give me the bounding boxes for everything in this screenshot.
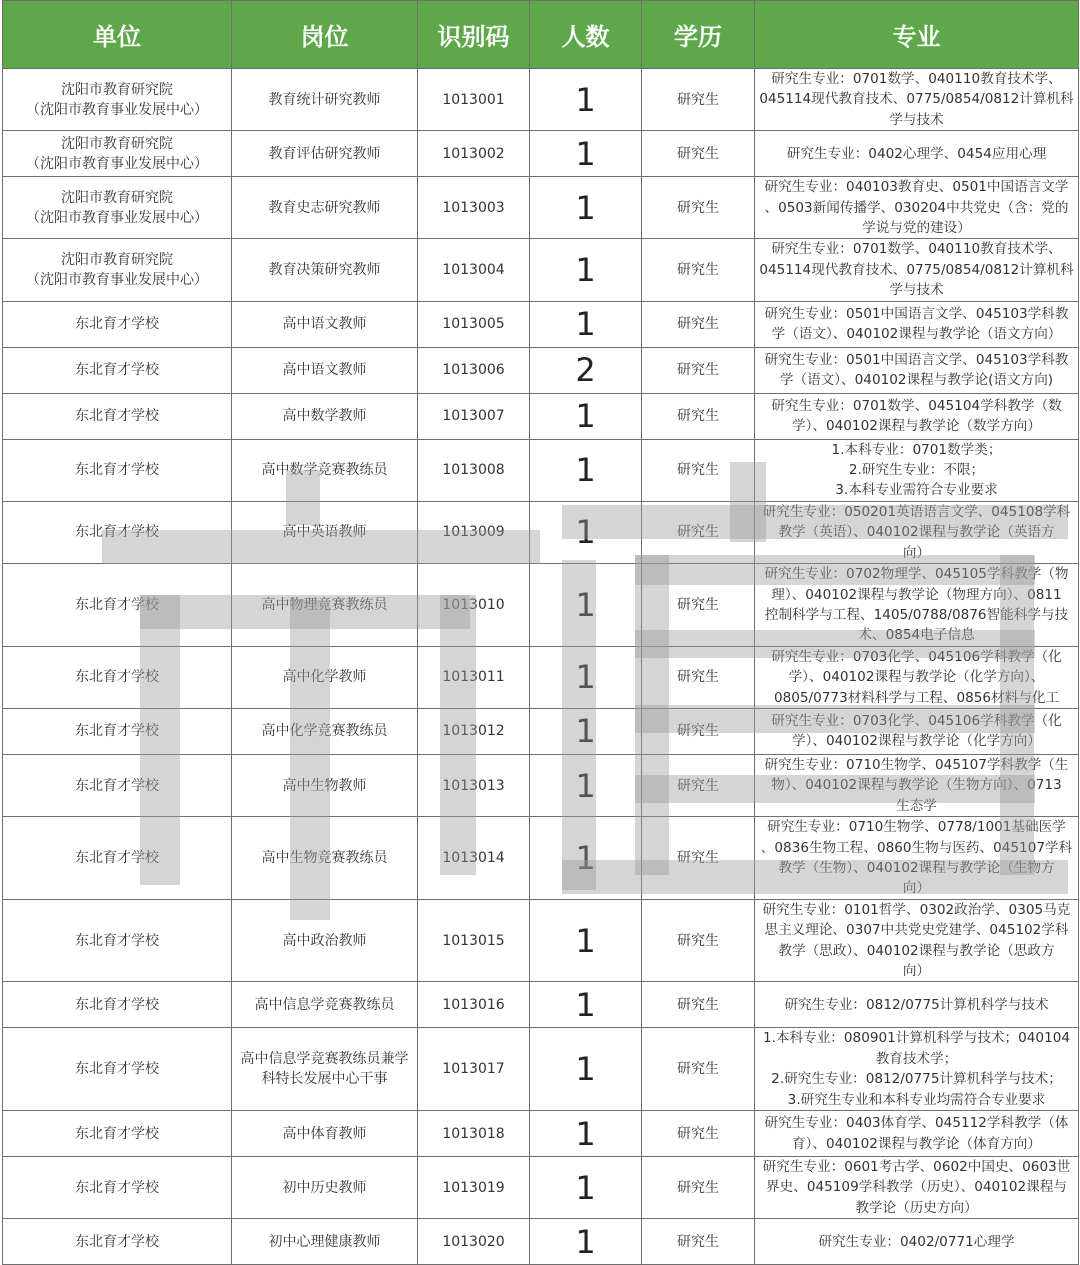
major-line: 教学（生物）、040102课程与教学论（生物方 bbox=[778, 859, 1055, 876]
major-line: 学说与党的建设） bbox=[862, 220, 971, 237]
major-line: 界史、045109学科教学（历史）、040102课程与 bbox=[766, 1179, 1067, 1196]
cell-unit bbox=[3, 564, 232, 647]
table-row bbox=[3, 131, 1079, 177]
cell-code: 1013002 bbox=[418, 131, 530, 177]
unit-line: 沈阳市教育研究院 bbox=[61, 189, 173, 206]
cell-count: 1 bbox=[530, 708, 642, 754]
major-line: 向） bbox=[902, 880, 931, 897]
cell-position bbox=[232, 1111, 418, 1157]
unit-line: 沈阳市教育研究院 bbox=[61, 81, 173, 98]
cell-position bbox=[232, 131, 418, 177]
major-line: 学）、040102课程与教学论（数学方向） bbox=[792, 418, 1041, 435]
cell-position bbox=[232, 646, 418, 708]
major-line: 研究生专业：050201英语语言文学、045108学科 bbox=[762, 503, 1071, 520]
unit-line: （沈阳市教育事业发展中心） bbox=[26, 272, 208, 289]
cell-count: 1 bbox=[530, 177, 642, 239]
cell-unit bbox=[3, 131, 232, 177]
cell-education: 研究生 bbox=[642, 393, 755, 439]
cell-education: 研究生 bbox=[642, 239, 755, 301]
major-line: 研究生专业：0501中国语言文学、045103学科教 bbox=[764, 351, 1069, 368]
cell-position bbox=[232, 564, 418, 647]
table-row bbox=[3, 301, 1079, 347]
cell-count: 1 bbox=[530, 393, 642, 439]
cell-major bbox=[755, 501, 1079, 563]
cell-code: 1013018 bbox=[418, 1111, 530, 1157]
table-row bbox=[3, 347, 1079, 393]
cell-education: 研究生 bbox=[642, 899, 755, 982]
major-line: 研究生专业：0701数学、045104学科教学（数 bbox=[771, 397, 1062, 414]
cell-code: 1013016 bbox=[418, 982, 530, 1028]
unit-line: （沈阳市教育事业发展中心） bbox=[26, 101, 208, 118]
position-line: 初中心理健康教师 bbox=[268, 1233, 381, 1250]
major-line: 教学（思政）、040102课程与教学论（思政方 bbox=[778, 942, 1055, 959]
cell-education: 研究生 bbox=[642, 1219, 755, 1265]
cell-code: 1013013 bbox=[418, 754, 530, 816]
cell-major bbox=[755, 1028, 1079, 1111]
cell-code: 1013014 bbox=[418, 817, 530, 900]
table-row bbox=[3, 754, 1079, 816]
cell-unit bbox=[3, 708, 232, 754]
header-unit: 单位 bbox=[3, 1, 232, 69]
unit-line: 东北育才学校 bbox=[75, 996, 159, 1013]
cell-count: 1 bbox=[530, 1219, 642, 1265]
table-row bbox=[3, 177, 1079, 239]
major-line: 1.本科专业：080901计算机科学与技术；040104 bbox=[762, 1030, 1071, 1047]
major-line: 研究生专业：0703化学、045106学科教学（化 bbox=[771, 648, 1062, 665]
major-line: 、0836生物工程、0860生物与医药、045107学科 bbox=[760, 839, 1073, 856]
major-line: 思主义理论、0307中共党史党建学、045102学科 bbox=[764, 922, 1069, 939]
cell-count: 1 bbox=[530, 131, 642, 177]
header-major: 专业 bbox=[755, 1, 1079, 69]
cell-unit bbox=[3, 1157, 232, 1219]
major-line: 育）、040102课程与教学论（体育方向） bbox=[792, 1135, 1041, 1152]
position-line: 高中数学教师 bbox=[282, 408, 367, 425]
table-body bbox=[3, 69, 1079, 1265]
cell-unit bbox=[3, 69, 232, 131]
cell-count: 1 bbox=[530, 817, 642, 900]
cell-position bbox=[232, 393, 418, 439]
table-row bbox=[3, 1157, 1079, 1219]
header-count: 人数 bbox=[530, 1, 642, 69]
table-row bbox=[3, 501, 1079, 563]
cell-education: 研究生 bbox=[642, 69, 755, 131]
cell-education: 研究生 bbox=[642, 1028, 755, 1111]
major-line: 学）、040102课程与教学论（化学方向）、 bbox=[788, 669, 1045, 686]
cell-major bbox=[755, 301, 1079, 347]
table-row bbox=[3, 239, 1079, 301]
major-line: 3.研究生专业和本科专业均需符合专业要求 bbox=[787, 1091, 1046, 1108]
major-line: 向） bbox=[902, 963, 931, 979]
major-line: 研究生专业：0101哲学、0302政治学、0305马克 bbox=[762, 901, 1071, 918]
position-line: 高中体育教师 bbox=[282, 1125, 367, 1142]
cell-position bbox=[232, 501, 418, 563]
unit-line: 东北育才学校 bbox=[75, 524, 159, 541]
cell-code: 1013007 bbox=[418, 393, 530, 439]
major-line: 向） bbox=[902, 544, 931, 561]
major-line: 研究生专业：0710生物学、0778/1001基础医学 bbox=[767, 819, 1066, 836]
cell-unit bbox=[3, 347, 232, 393]
cell-position bbox=[232, 982, 418, 1028]
cell-major bbox=[755, 69, 1079, 131]
unit-line: 东北育才学校 bbox=[75, 408, 159, 425]
cell-major bbox=[755, 393, 1079, 439]
table-row bbox=[3, 1219, 1079, 1265]
table-row bbox=[3, 646, 1079, 708]
cell-major bbox=[755, 131, 1079, 177]
major-line: 研究生专业：0402心理学、0454应用心理 bbox=[786, 145, 1047, 162]
position-line: 高中英语教师 bbox=[282, 524, 367, 541]
table-row bbox=[3, 393, 1079, 439]
position-line: 科特长发展中心干事 bbox=[261, 1071, 388, 1088]
position-line: 高中化学竞赛教练员 bbox=[261, 723, 388, 740]
unit-line: 沈阳市教育研究院 bbox=[61, 252, 173, 269]
cell-position bbox=[232, 1157, 418, 1219]
cell-count: 1 bbox=[530, 239, 642, 301]
cell-major bbox=[755, 708, 1079, 754]
cell-code: 1013015 bbox=[418, 899, 530, 982]
unit-line: 东北育才学校 bbox=[75, 932, 159, 949]
cell-education: 研究生 bbox=[642, 708, 755, 754]
position-line: 教育评估研究教师 bbox=[268, 145, 381, 162]
major-line: 学与技术 bbox=[889, 111, 944, 128]
cell-major bbox=[755, 1111, 1079, 1157]
unit-line: （沈阳市教育事业发展中心） bbox=[26, 209, 208, 226]
major-line: 控制科学与工程、1405/0788/0876智能科学与技 bbox=[764, 606, 1069, 623]
cell-count: 1 bbox=[530, 301, 642, 347]
major-line: 教育技术学； bbox=[875, 1050, 958, 1067]
table-row bbox=[3, 1111, 1079, 1157]
position-line: 高中语文教师 bbox=[282, 316, 367, 333]
cell-position bbox=[232, 301, 418, 347]
cell-code: 1013008 bbox=[418, 439, 530, 501]
cell-unit bbox=[3, 1028, 232, 1111]
cell-count: 1 bbox=[530, 1028, 642, 1111]
major-line: 生态学 bbox=[896, 797, 937, 814]
unit-line: 东北育才学校 bbox=[75, 462, 159, 479]
cell-unit bbox=[3, 754, 232, 816]
major-line: 、0503新闻传播学、030204中共党史（含：党的 bbox=[764, 199, 1069, 216]
cell-major bbox=[755, 439, 1079, 501]
position-line: 初中历史教师 bbox=[282, 1179, 367, 1196]
major-line: 学）、040102课程与教学论（化学方向） bbox=[792, 733, 1041, 750]
cell-education: 研究生 bbox=[642, 564, 755, 647]
major-line: 学与技术 bbox=[889, 282, 944, 299]
cell-education: 研究生 bbox=[642, 177, 755, 239]
major-line: 教学（英语）、040102课程与教学论（英语方 bbox=[778, 524, 1055, 541]
position-line: 教育统计研究教师 bbox=[268, 91, 381, 108]
cell-education: 研究生 bbox=[642, 301, 755, 347]
major-line: 2.研究生专业：不限； bbox=[848, 462, 985, 479]
major-line: 研究生专业：0402/0771心理学 bbox=[818, 1233, 1015, 1250]
major-line: 理）、040102课程与教学论（物理方向）、0811 bbox=[771, 586, 1062, 603]
cell-code: 1013011 bbox=[418, 646, 530, 708]
cell-count: 1 bbox=[530, 899, 642, 982]
major-line: 学（语文）、040102课程与教学论（语文方向） bbox=[771, 326, 1062, 343]
unit-line: 东北育才学校 bbox=[75, 316, 159, 333]
cell-education: 研究生 bbox=[642, 439, 755, 501]
major-line: 045114现代教育技术、0775/0854/0812计算机科 bbox=[759, 91, 1074, 108]
table-row bbox=[3, 564, 1079, 647]
major-line: 研究生专业：0403体育学、045112学科教学（体 bbox=[764, 1115, 1069, 1132]
cell-unit bbox=[3, 239, 232, 301]
cell-count: 1 bbox=[530, 982, 642, 1028]
cell-code: 1013010 bbox=[418, 564, 530, 647]
cell-code: 1013004 bbox=[418, 239, 530, 301]
major-line: 教学论（历史方向） bbox=[855, 1199, 978, 1216]
major-line: 0805/0773材料科学与工程、0856材料与化工 bbox=[773, 689, 1060, 706]
major-line: 术、0854电子信息 bbox=[858, 627, 975, 644]
cell-education: 研究生 bbox=[642, 817, 755, 900]
major-line: 研究生专业：040103教育史、0501中国语言文学 bbox=[764, 179, 1069, 196]
table-row bbox=[3, 708, 1079, 754]
cell-unit bbox=[3, 1219, 232, 1265]
major-line: 研究生专业：0601考古学、0602中国史、0603世 bbox=[762, 1159, 1071, 1176]
cell-position bbox=[232, 239, 418, 301]
cell-code: 1013012 bbox=[418, 708, 530, 754]
major-line: 045114现代教育技术、0775/0854/0812计算机科 bbox=[759, 261, 1074, 278]
major-line: 研究生专业：0710生物学、045107学科教学（生 bbox=[764, 756, 1069, 773]
cell-unit bbox=[3, 501, 232, 563]
cell-major bbox=[755, 754, 1079, 816]
cell-unit bbox=[3, 301, 232, 347]
unit-line: 东北育才学校 bbox=[75, 362, 159, 379]
cell-position bbox=[232, 177, 418, 239]
cell-major bbox=[755, 239, 1079, 301]
cell-position bbox=[232, 708, 418, 754]
cell-unit bbox=[3, 439, 232, 501]
table-row bbox=[3, 1028, 1079, 1111]
recruitment-table bbox=[2, 0, 1079, 1265]
position-line: 高中政治教师 bbox=[282, 932, 367, 949]
position-line: 高中物理竞赛教练员 bbox=[261, 596, 388, 613]
cell-unit bbox=[3, 177, 232, 239]
cell-count: 2 bbox=[530, 347, 642, 393]
cell-major bbox=[755, 982, 1079, 1028]
major-line: 研究生专业：0501中国语言文学、045103学科教 bbox=[764, 305, 1069, 322]
major-line: 学（语文）、040102课程与教学论(语文方向) bbox=[779, 372, 1054, 389]
major-line: 研究生专业：0812/0775计算机科学与技术 bbox=[784, 996, 1049, 1013]
unit-line: 沈阳市教育研究院 bbox=[61, 135, 173, 152]
cell-position bbox=[232, 439, 418, 501]
major-line: 研究生专业：0702物理学、045105学科教学（物 bbox=[764, 566, 1069, 583]
cell-major bbox=[755, 899, 1079, 982]
position-line: 教育史志研究教师 bbox=[268, 199, 381, 216]
cell-education: 研究生 bbox=[642, 1111, 755, 1157]
major-line: 1.本科专业：0701数学类； bbox=[831, 441, 1002, 458]
position-line: 高中信息学竞赛教练员 bbox=[254, 996, 395, 1013]
unit-line: （沈阳市教育事业发展中心） bbox=[26, 155, 208, 172]
cell-code: 1013001 bbox=[418, 69, 530, 131]
cell-count: 1 bbox=[530, 1111, 642, 1157]
cell-code: 1013003 bbox=[418, 177, 530, 239]
cell-education: 研究生 bbox=[642, 754, 755, 816]
table-row bbox=[3, 69, 1079, 131]
cell-education: 研究生 bbox=[642, 501, 755, 563]
cell-count: 1 bbox=[530, 564, 642, 647]
cell-count: 1 bbox=[530, 501, 642, 563]
cell-major bbox=[755, 1157, 1079, 1219]
cell-position bbox=[232, 347, 418, 393]
position-line: 教育决策研究教师 bbox=[268, 262, 381, 279]
header-code: 识别码 bbox=[418, 1, 530, 69]
header-education: 学历 bbox=[642, 1, 755, 69]
position-line: 高中化学教师 bbox=[282, 669, 367, 686]
cell-unit bbox=[3, 393, 232, 439]
unit-line: 东北育才学校 bbox=[75, 777, 159, 794]
cell-education: 研究生 bbox=[642, 131, 755, 177]
cell-position bbox=[232, 817, 418, 900]
cell-count: 1 bbox=[530, 1157, 642, 1219]
unit-line: 东北育才学校 bbox=[75, 1061, 159, 1078]
position-line: 高中信息学竞赛教练员兼学 bbox=[240, 1051, 409, 1068]
cell-major bbox=[755, 177, 1079, 239]
position-line: 高中数学竞赛教练员 bbox=[261, 462, 388, 479]
cell-position bbox=[232, 1219, 418, 1265]
cell-education: 研究生 bbox=[642, 1157, 755, 1219]
major-line: 研究生专业：0701数学、040110教育技术学、 bbox=[771, 71, 1062, 87]
cell-major bbox=[755, 347, 1079, 393]
cell-count: 1 bbox=[530, 646, 642, 708]
cell-count: 1 bbox=[530, 439, 642, 501]
table-row bbox=[3, 439, 1079, 501]
cell-education: 研究生 bbox=[642, 646, 755, 708]
cell-position bbox=[232, 69, 418, 131]
position-line: 高中生物教师 bbox=[282, 777, 367, 794]
unit-line: 东北育才学校 bbox=[75, 723, 159, 740]
cell-position bbox=[232, 754, 418, 816]
major-line: 研究生专业：0703化学、045106学科教学（化 bbox=[771, 713, 1062, 730]
table-row bbox=[3, 817, 1079, 900]
cell-code: 1013006 bbox=[418, 347, 530, 393]
cell-code: 1013009 bbox=[418, 501, 530, 563]
cell-count: 1 bbox=[530, 69, 642, 131]
cell-major bbox=[755, 1219, 1079, 1265]
unit-line: 东北育才学校 bbox=[75, 596, 159, 613]
cell-unit bbox=[3, 646, 232, 708]
unit-line: 东北育才学校 bbox=[75, 669, 159, 686]
unit-line: 东北育才学校 bbox=[75, 1179, 159, 1196]
cell-unit bbox=[3, 982, 232, 1028]
major-line: 研究生专业：0701数学、040110教育技术学、 bbox=[771, 241, 1062, 258]
table-row bbox=[3, 899, 1079, 982]
cell-code: 1013020 bbox=[418, 1219, 530, 1265]
cell-education: 研究生 bbox=[642, 982, 755, 1028]
table-row bbox=[3, 982, 1079, 1028]
major-line: 3.本科专业需符合专业要求 bbox=[835, 482, 998, 499]
major-line: 2.研究生专业：0812/0775计算机科学与技术； bbox=[771, 1071, 1062, 1088]
major-line: 物）、040102课程与教学论（生物方向）、0713 bbox=[771, 777, 1062, 794]
cell-major bbox=[755, 817, 1079, 900]
cell-unit bbox=[3, 1111, 232, 1157]
position-line: 高中语文教师 bbox=[282, 362, 367, 379]
cell-major bbox=[755, 564, 1079, 647]
cell-position bbox=[232, 899, 418, 982]
table-header-row bbox=[3, 1, 1079, 69]
unit-line: 东北育才学校 bbox=[75, 1233, 159, 1250]
cell-count: 1 bbox=[530, 754, 642, 816]
cell-unit bbox=[3, 817, 232, 900]
cell-code: 1013005 bbox=[418, 301, 530, 347]
cell-education: 研究生 bbox=[642, 347, 755, 393]
unit-line: 东北育才学校 bbox=[75, 1125, 159, 1142]
cell-code: 1013017 bbox=[418, 1028, 530, 1111]
cell-major bbox=[755, 646, 1079, 708]
cell-code: 1013019 bbox=[418, 1157, 530, 1219]
header-position: 岗位 bbox=[232, 1, 418, 69]
cell-unit bbox=[3, 899, 232, 982]
unit-line: 东北育才学校 bbox=[75, 849, 159, 866]
position-line: 高中生物竞赛教练员 bbox=[261, 849, 388, 866]
cell-position bbox=[232, 1028, 418, 1111]
